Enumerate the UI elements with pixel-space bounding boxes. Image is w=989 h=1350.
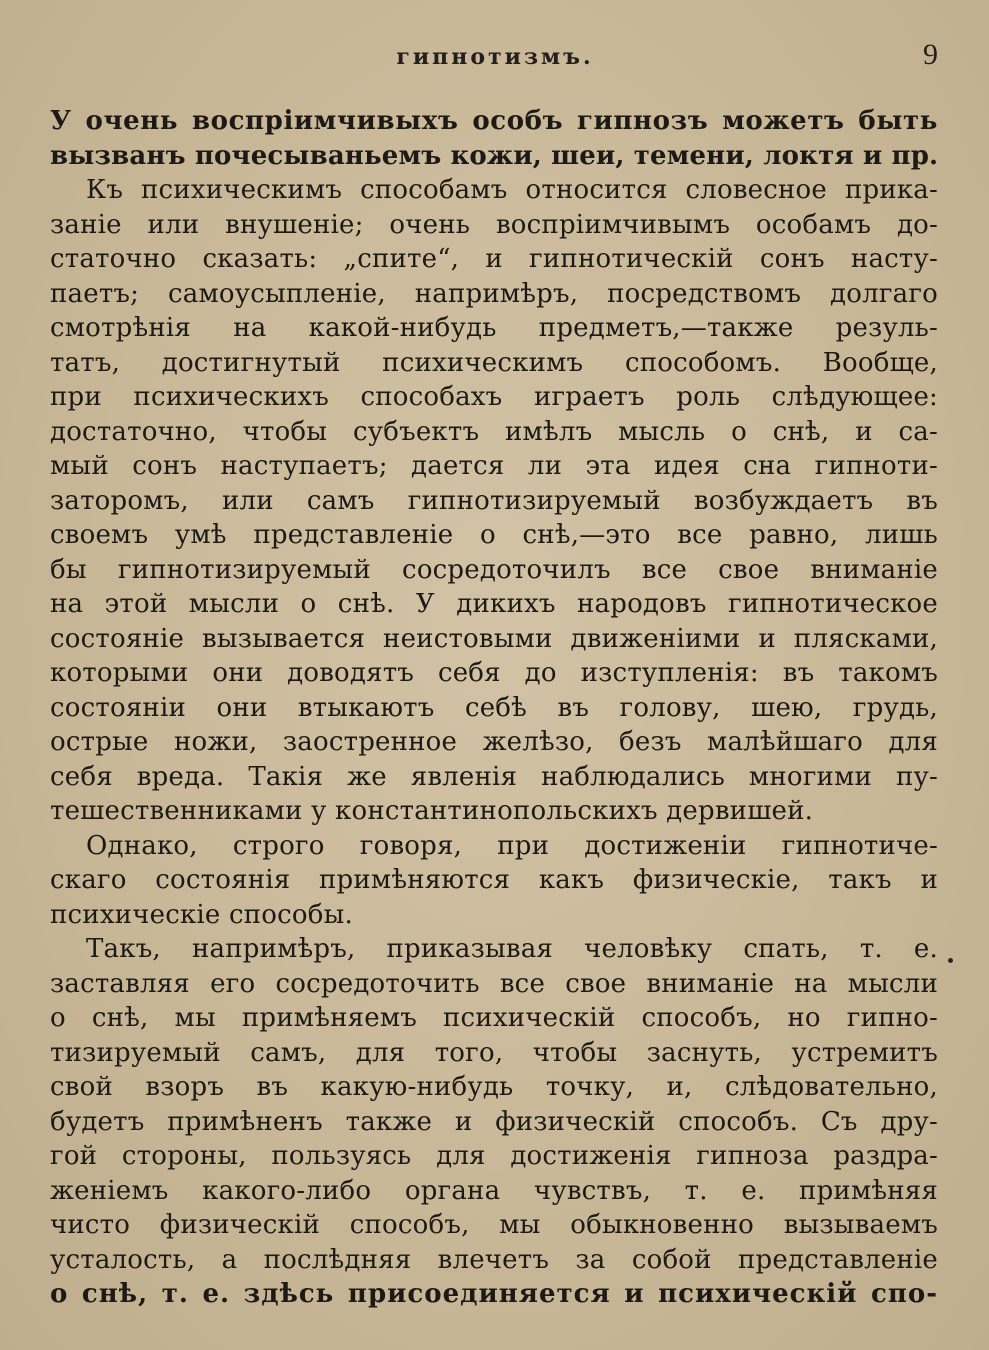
text-line: свой взоръ въ какую-нибудь точку, и, слѣдовательно, xyxy=(50,1072,938,1102)
text-line: тизируемый самъ, для того, чтобы заснуть, устремитъ xyxy=(50,1037,938,1068)
text-line: усталость, а послѣдняя влечетъ за собой представленіе xyxy=(50,1244,938,1275)
text-line: своемъ умѣ представленіе о снѣ,—это все равно, лишь xyxy=(50,520,938,550)
text-line: заставляя его сосредоточить все свое вниманіе на мысли xyxy=(50,968,938,999)
text-line: о снѣ, мы примѣняемъ психическій способъ, но гипно- xyxy=(50,1003,938,1033)
text-line: себя вреда. Такія же явленія наблюдались многими пу- xyxy=(50,761,938,792)
text-line: на этой мысли о снѣ. У дикихъ народовъ гипнотическое xyxy=(50,589,938,619)
page-number: 9 xyxy=(923,38,938,71)
text-line: женіемъ какого-либо органа чувствъ, т. е. примѣняя xyxy=(50,1175,938,1206)
text-line: будетъ примѣненъ также и физическій способъ. Съ дру- xyxy=(50,1106,938,1137)
text-line: мый сонъ наступаетъ; дается ли эта идея сна гипноти- xyxy=(50,451,938,481)
text-line: татъ, достигнутый психическимъ способомъ. Вообще, xyxy=(50,347,938,378)
text-line: смотрѣнія на какой-нибудь предметъ,—также резуль- xyxy=(50,313,938,343)
text-line: вызванъ почесываньемъ кожи, шеи, темени, локтя и пр. xyxy=(50,140,938,171)
text-line: Однако, строго говоря, при достиженіи гипнотиче- xyxy=(86,830,938,861)
text-line: чисто физическій способъ, мы обыкновенно вызываемъ xyxy=(50,1210,938,1240)
text-line: У очень воспріимчивыхъ особъ гипнозъ можетъ быть xyxy=(50,106,938,136)
text-line: при психическихъ способахъ играетъ роль слѣдующее: xyxy=(50,382,938,412)
ink-speck xyxy=(948,958,953,963)
text-line: Къ психическимъ способамъ относится словесное прика- xyxy=(86,175,938,205)
body-text xyxy=(50,104,938,1312)
text-line: статочно сказать: „спите“, и гипнотическій сонъ насту- xyxy=(50,244,938,274)
text-line: заніе или внушеніе; очень воспріимчивымъ особамъ до- xyxy=(50,209,938,240)
text-line: острые ножи, заостренное желѣзо, безъ малѣйшаго для xyxy=(50,727,938,757)
text-line: бы гипнотизируемый сосредоточилъ все свое вниманіе xyxy=(50,554,938,585)
text-line: о снѣ, т. е. здѣсь присоединяется и психическій спо- xyxy=(50,1279,938,1309)
text-line: достаточно, чтобы субъектъ имѣлъ мысль о снѣ, и са- xyxy=(50,416,938,447)
text-line: тешественниками у константинопольскихъ дервишей. xyxy=(50,796,814,826)
text-line: паетъ; самоусыпленіе, напримѣръ, посредствомъ долгаго xyxy=(50,278,938,309)
text-line: заторомъ, или самъ гипнотизируемый возбуждаетъ въ xyxy=(50,485,938,516)
running-title: гипнотизмъ. xyxy=(396,44,594,70)
text-line: гой стороны, пользуясь для достиженія гипноза раздра- xyxy=(50,1141,938,1171)
text-line: состояніи они втыкаютъ себѣ въ голову, шею, грудь, xyxy=(50,692,938,723)
text-line: которыми они доводятъ себя до изступленія: въ такомъ xyxy=(50,658,938,688)
text-line: психическіе способы. xyxy=(50,899,353,930)
text-line: Такъ, напримѣръ, приказывая человѣку спать, т. е. xyxy=(86,934,938,964)
text-line: состояніе вызывается неистовыми движеніими и плясками, xyxy=(50,623,938,654)
text-line: скаго состоянія примѣняются какъ физическіе, такъ и xyxy=(50,865,938,895)
running-head xyxy=(50,38,940,78)
